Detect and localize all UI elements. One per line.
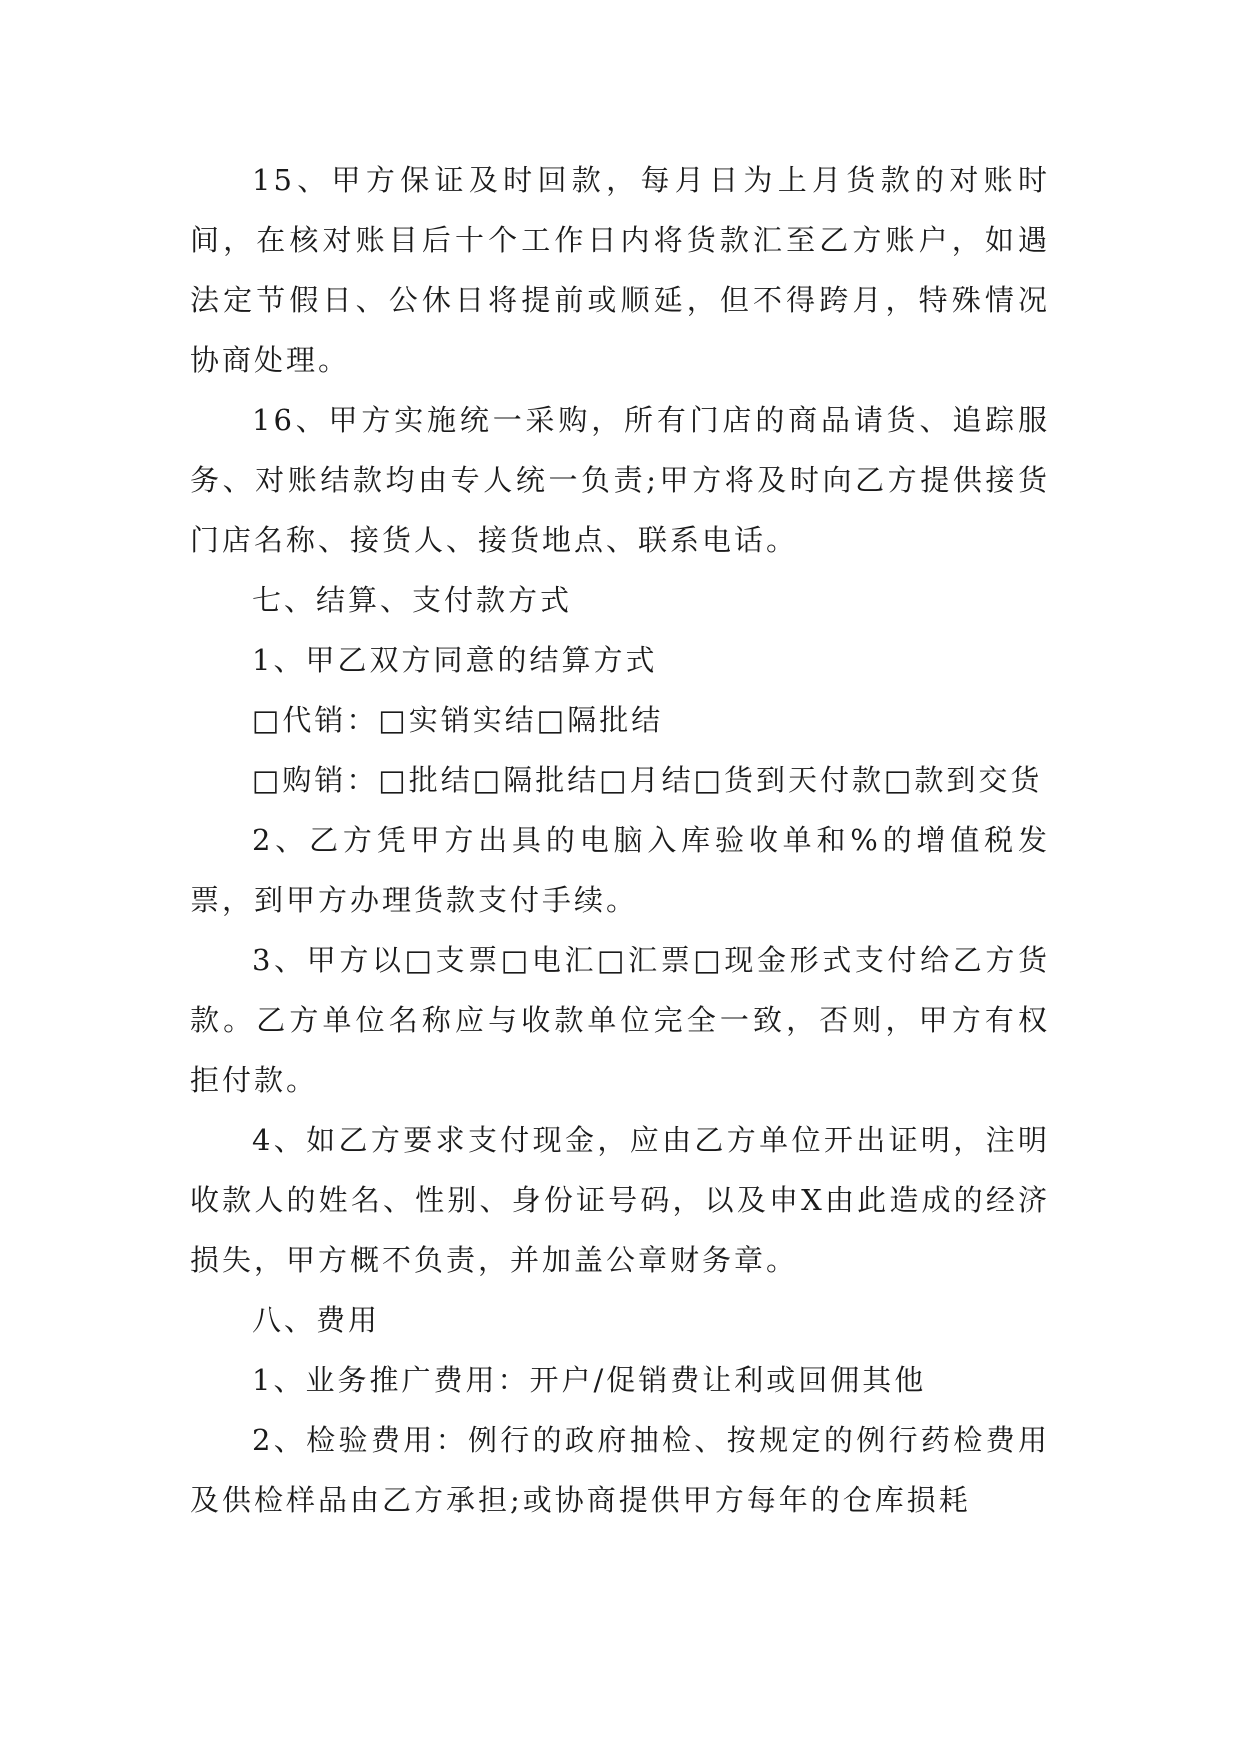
paragraph-purchase-options: □购销：□批结□隔批结□月结□货到天付款□款到交货	[252, 763, 1043, 797]
paragraph-inspection-fees: 2、检验费用：例行的政府抽检、按规定的例行药检费用及供检样品由乙方承担;或协商提供甲方每年的仓库损耗	[190, 1423, 1050, 1517]
paragraph-payment-documents: 2、乙方凭甲方出具的电脑入库验收单和%的增值税发票，到甲方办理货款支付手续。	[190, 823, 1050, 917]
paragraph-consignment-options: □代销：□实销实结□隔批结	[252, 703, 664, 737]
paragraph-payment-form: 3、甲方以□支票□电汇□汇票□现金形式支付给乙方货款。乙方单位名称应与收款单位完全一致，否则，甲方有权拒付款。	[190, 943, 1050, 1097]
paragraph-clause-15: 15、甲方保证及时回款，每月日为上月货款的对账时间，在核对账目后十个工作日内将货款汇至乙方账户，如遇法定节假日、公休日将提前或顺延，但不得跨月，特殊情况协商处理。	[190, 163, 1050, 377]
paragraph-promotion-fees: 1、业务推广费用：开户/促销费让利或回佣其他	[252, 1363, 927, 1397]
section-heading-fees: 八、费用	[252, 1303, 381, 1337]
paragraph-cash-payment: 4、如乙方要求支付现金，应由乙方单位开出证明，注明收款人的姓名、性别、身份证号码，以及申X由此造成的经济损失，甲方概不负责，并加盖公章财务章。	[190, 1123, 1050, 1277]
paragraph-clause-16: 16、甲方实施统一采购，所有门店的商品请货、追踪服务、对账结款均由专人统一负责;甲方将及时向乙方提供接货门店名称、接货人、接货地点、联系电话。	[190, 403, 1050, 557]
document-body	[190, 150, 1050, 1530]
paragraph-settlement-method: 1、甲乙双方同意的结算方式	[252, 643, 658, 677]
section-heading-settlement: 七、结算、支付款方式	[252, 583, 573, 617]
